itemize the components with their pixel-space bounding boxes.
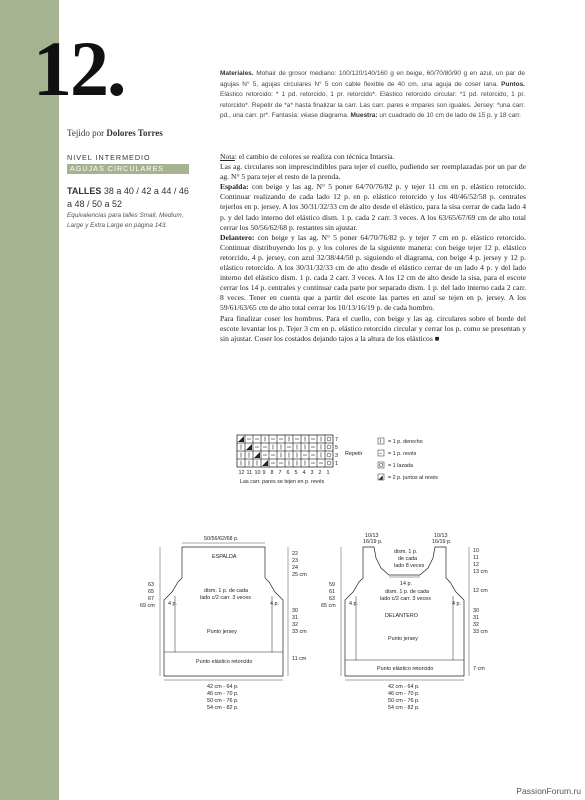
puntos-label: Puntos. [501, 80, 525, 88]
chart-column-number: 6 [286, 470, 290, 476]
espalda-width-4: 54 cm - 82 p. [207, 705, 239, 711]
delantero-width-1: 42 cm - 64 p. [388, 684, 420, 690]
espalda-body-h-4: 33 cm [292, 629, 307, 635]
delantero-neck-note-3: lado 8 veces [394, 563, 425, 569]
delantero-neck-note-1: dism. 1 p. [394, 549, 418, 555]
chart-column-number: 4 [302, 470, 306, 476]
materials-text: Mohair de grosor mediano: 100/120/140/160 g en beige, 60/70/80/90 g en azul, un par de agujas N° 5, agujas circulares N° 5 con cable flexible de 40 cm, una aguja de coser lana. [220, 70, 525, 88]
finishing-paragraph [220, 314, 526, 344]
espalda-rib-h: 11 cm [292, 656, 307, 662]
espalda-paragraph [220, 182, 526, 232]
pattern-number: 12. [33, 25, 125, 112]
espalda-width-2: 46 cm - 70 p. [207, 691, 239, 697]
chart-grid [237, 435, 333, 467]
finishing-text: Para finalizar coser los hombros. Para el cuello, con beige y las ag. circulares sobre el borde del escote levantar los p. Tejer 3 cm en p. elástico retorcido circular y cerrar los p. como se presentan y sin ajustar. Coser los costados dejando tajos a la altura de los elásticos [220, 313, 526, 343]
legend-symbol-2: – [379, 451, 382, 457]
espalda-name: ESPALDA [212, 554, 237, 560]
delantero-armhole-h: 12 cm [473, 588, 488, 594]
delantero-shoulder-right-2: 16/19 p. [432, 539, 452, 545]
end-mark: ■ [434, 333, 440, 343]
level-label: NIVEL INTERMEDIO [67, 153, 151, 162]
legend-symbol-1: I [379, 439, 381, 445]
chart-column-number: 2 [318, 470, 322, 476]
espalda-left-p: 4 p. [168, 601, 177, 607]
espalda-top-width: 50/56/62/68 p. [204, 536, 239, 542]
delantero-shoulder-right-1: 10/13 [434, 533, 448, 539]
delantero-right-p: 4 p. [452, 601, 461, 607]
muestra-text: un cuadrado de 10 cm de lado de 15 p. y 18 carr. [377, 112, 521, 120]
legend-symbol-4: ◢ [378, 475, 383, 481]
delantero-text: con beige y las ag. N° 5 poner 64/70/76/82 p. y tejer 7 cm en p. elástico retorcido. Continuar distribuyendo los p. y los colores de la siguiente manera: con beige tejer 12 p. elástico retorcido, 4 p. jersey, con azul 32/38/44/50 p. siguiendo el diagrama, con beige 4 p. jersey y 12 p. elástico retorcido. A los 30/31/32/33 cm de alto desde el elástico cerrar de un lado 4 p. y del lado interno del elástico dism. 1 p. cada 2 carr. 3 veces. A los 12 cm de alto desde la sisa, para el escote cerrar los 14 p. centrales y continuar cada parte por separado dism. 1 p. del lado interno cada 2 carr. 8 veces. Tener en cuenta que a partir del escote las partes en azul se tejen en p. jersey. A los 59/61/63/65 cm de alto total cerrar los 10/13/16/19 p. de cada hombro. [220, 232, 526, 313]
decrease-stitch-mark [254, 452, 260, 458]
delantero-dec-note-2: lado c/2 carr. 3 veces [380, 596, 431, 602]
materials-block [220, 69, 525, 122]
legend-text-2: = 1 p. revés [388, 451, 417, 457]
sizes-values: 38 a 40 / 42 a 44 / 46 a 48 / 50 a 52 [67, 186, 189, 209]
stitch-chart [237, 435, 363, 485]
puntos-text: Elástico retorcido: * 1 pd. retorcido, 1 pr. retorcido*. Elástico retorcido circular: *1 pd. retorcido, 1 pr. retorcido*. Repetir de *a* hasta finalizar la carr. Las carr. pares e impares son iguales. Jersey: *una carr. pd., una carr. pr*. Fantasía: véase diagrama. [220, 91, 525, 120]
chart-row-7: 7 [335, 437, 338, 443]
espalda-total-h-4: 69 cm [140, 603, 155, 609]
delantero-shoulder-left-2: 16/19 p. [363, 539, 383, 545]
chart-cell [325, 459, 333, 467]
espalda-armhole-h-2: 23 [292, 558, 298, 564]
chart-column-number: 12 [238, 470, 245, 476]
espalda-text: con beige y las ag. N° 5 poner 64/70/76/82 p. y tejer 11 cm en p. elástico retorcido. Continuar realizando de cada lado 12 p. en p. elástico retorcido y los 40/46/52/58 p. centrales tejerlos en p. jersey. A los 30/31/32/33 cm de alto desde el elástico, para la sisa cerrar de cada lado 4 p. y del lado interno del elástico dism. 1 p. cada 2 carr. 3 veces. A los 63/65/67/69 cm de alto total cerrar los 50/56/62/68 p. restantes sin ajustar. [220, 182, 526, 232]
delantero-stitch: Punto jersey [388, 636, 418, 642]
chart-column-number: 3 [310, 470, 314, 476]
chart-note: Las carr. pares se tejen en p. revés [240, 479, 325, 485]
chart-column-number: 7 [278, 470, 282, 476]
sizes-label: TALLES [67, 186, 102, 196]
espalda-rib: Punto elástico retorcido [196, 659, 253, 665]
legend-symbol-3: O [379, 463, 384, 469]
delantero-rib-h: 7 cm [473, 666, 485, 672]
espalda-armhole-h-1: 22 [292, 551, 298, 557]
chart-cell [325, 435, 333, 443]
schematics-diagram [0, 430, 585, 711]
chart-column-number: 1 [326, 470, 330, 476]
byline-prefix: Tejido por [67, 128, 105, 138]
chart-row-5: 5 [335, 445, 338, 451]
chart-row-1: 1 [335, 461, 338, 467]
technique-badge: AGUJAS CIRCULARES [67, 164, 189, 174]
espalda-stitch: Punto jersey [207, 629, 237, 635]
legend-text-1: = 1 p. derecho [388, 439, 423, 445]
yarn-over-mark [327, 461, 331, 465]
delantero-total-h-4: 65 cm [321, 603, 336, 609]
byline-author: Dolores Torres [106, 128, 163, 138]
decrease-stitch-mark [262, 460, 268, 466]
delantero-label: Delantero: [220, 232, 255, 242]
espalda-body-h-1: 30 [292, 608, 298, 614]
chart-column-numbers [239, 470, 330, 476]
size-equivalence: Equivalencias para talles Small, Medium, Large y Extra Large en página 143. [67, 212, 184, 229]
delantero-total-h-1: 59 [329, 582, 335, 588]
chart-cell [325, 443, 333, 451]
chart-column-number: 11 [246, 470, 253, 476]
delantero-neck-h-3: 12 [473, 562, 479, 568]
yarn-over-mark [327, 453, 331, 457]
chart-cell [325, 451, 333, 459]
delantero-neck-h-4: 13 cm [473, 569, 488, 575]
delantero-neck-h-2: 11 [473, 555, 479, 561]
byline [67, 128, 163, 138]
delantero-neck-h-1: 10 [473, 548, 479, 554]
delantero-body-h-4: 33 cm [473, 629, 488, 635]
muestra-label: Muestra: [350, 112, 378, 120]
legend-text-3: = 1 lazada [388, 463, 414, 469]
espalda-armhole-h-4: 25 cm [292, 572, 307, 578]
delantero-width-3: 50 cm - 76 p. [388, 698, 420, 704]
sizes [67, 185, 195, 210]
yarn-over-mark [327, 445, 331, 449]
chart-column-number: 9 [262, 470, 266, 476]
espalda-body-h-3: 32 [292, 622, 298, 628]
nota-paragraph [220, 152, 526, 162]
delantero-total-h-2: 61 [329, 589, 335, 595]
espalda-armhole-h-3: 24 [292, 565, 298, 571]
espalda-total-h-1: 63 [148, 582, 154, 588]
chart-column-number: 5 [294, 470, 298, 476]
chart-legend [378, 438, 438, 481]
delantero-neck-note-2: de cada [398, 556, 418, 562]
delantero-total-h-3: 63 [329, 596, 335, 602]
decrease-stitch-mark [238, 436, 244, 442]
nota-label: Nota [220, 152, 235, 161]
delantero-body-h-1: 30 [473, 608, 479, 614]
delantero-dec-note-1: dism. 1 p. de cada [385, 589, 430, 595]
delantero-body-h-3: 32 [473, 622, 479, 628]
delantero-rib: Punto elástico retorcido [377, 666, 434, 672]
espalda-width-3: 50 cm - 76 p. [207, 698, 239, 704]
espalda-total-h-3: 67 [148, 596, 154, 602]
espalda-right-p: 4 p. [270, 601, 279, 607]
espalda-dec-note-2: lado c/2 carr. 3 veces [200, 595, 251, 601]
delantero-width-2: 46 cm - 70 p. [388, 691, 420, 697]
chart-row-3: 3 [335, 453, 338, 459]
yarn-over-mark [327, 437, 331, 441]
delantero-width-4: 54 cm - 82 p. [388, 705, 420, 711]
espalda-body-h-2: 31 [292, 615, 298, 621]
chart-column-number: 8 [270, 470, 274, 476]
instructions-block [220, 152, 526, 344]
nota-text: : el cambio de colores se realiza con técnica Intarsia. [234, 152, 395, 161]
delantero-neck-center: 14 p. [400, 581, 412, 587]
chart-column-number: 10 [254, 470, 261, 476]
chart-repeat-label: Repetir [345, 451, 363, 457]
espalda-total-h-2: 65 [148, 589, 154, 595]
delantero-body-h-2: 31 [473, 615, 479, 621]
delantero-left-p: 4 p. [349, 601, 358, 607]
needles-paragraph: Las ag. circulares son imprescindibles para tejer el cuello, pudiendo ser reemplazadas por un par de ag. N° 5 para tejer el resto de la prenda. [220, 162, 526, 182]
delantero-name: DELANTERO [385, 613, 418, 619]
espalda-label: Espalda: [220, 182, 249, 192]
materials-label: Materiales. [220, 70, 254, 77]
delantero-paragraph [220, 233, 526, 314]
espalda-dec-note-1: dism. 1 p. de cada [204, 588, 249, 594]
legend-text-4: = 2 p. juntos al revés [388, 475, 438, 481]
espalda-width-1: 42 cm - 64 p. [207, 684, 239, 690]
watermark: PassionForum.ru [516, 786, 581, 796]
delantero-shoulder-left-1: 10/13 [365, 533, 379, 539]
decrease-stitch-mark [246, 444, 252, 450]
